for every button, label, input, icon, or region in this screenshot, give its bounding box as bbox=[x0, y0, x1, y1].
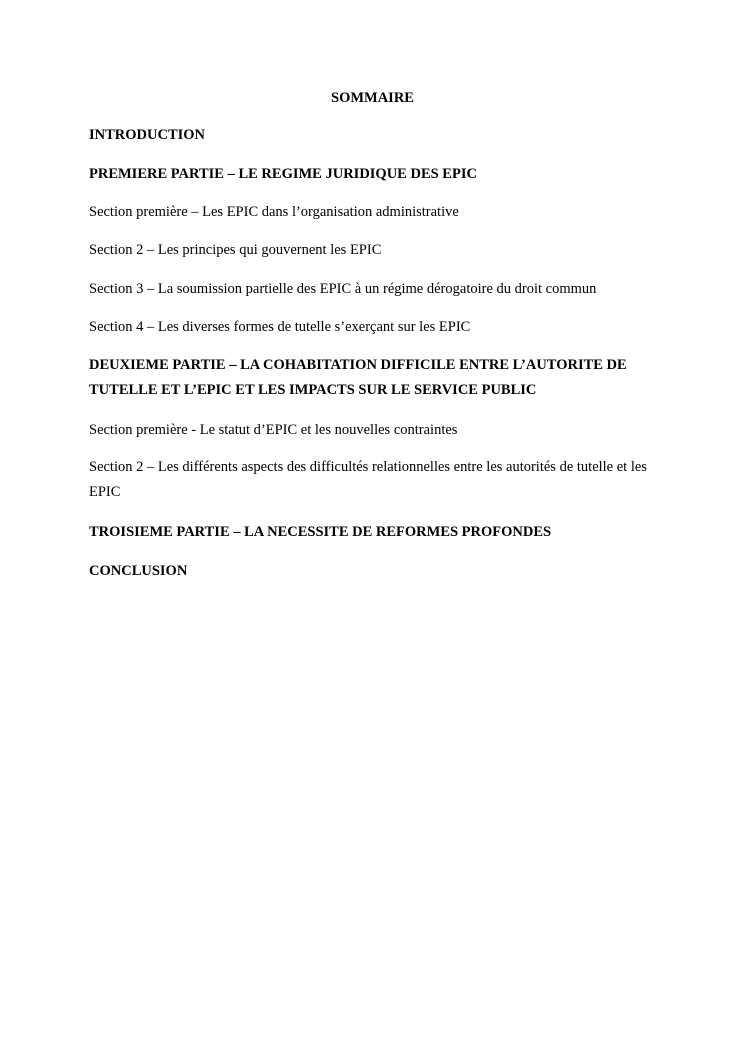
document-title: SOMMAIRE bbox=[331, 90, 414, 106]
toc-partie-2-section-2: Section 2 – Les différents aspects des difficultés relationnelles entre les autorités de tutelle et les EPIC bbox=[89, 459, 647, 500]
toc-introduction: INTRODUCTION bbox=[89, 127, 206, 143]
toc-partie-1-section-4: Section 4 – Les diverses formes de tutelle s’exerçant sur les EPIC bbox=[89, 319, 471, 335]
toc-partie-1: PREMIERE PARTIE – LE REGIME JURIDIQUE DES EPIC bbox=[89, 166, 477, 182]
toc-partie-2: DEUXIEME PARTIE – LA COHABITATION DIFFICILE ENTRE L’AUTORITE DE TUTELLE ET L’EPIC ET LES IMPACTS SUR LE SERVICE PUBLIC bbox=[89, 357, 627, 398]
toc-partie-1-section-1: Section première – Les EPIC dans l’organisation administrative bbox=[89, 204, 459, 220]
toc-partie-1-section-3: Section 3 – La soumission partielle des EPIC à un régime dérogatoire du droit commun bbox=[89, 281, 597, 297]
toc-partie-2-section-1: Section première - Le statut d’EPIC et les nouvelles contraintes bbox=[89, 422, 458, 438]
toc-partie-3: TROISIEME PARTIE – LA NECESSITE DE REFORMES PROFONDES bbox=[89, 524, 552, 540]
toc-conclusion: CONCLUSION bbox=[89, 563, 188, 579]
toc-partie-1-section-2: Section 2 – Les principes qui gouvernent les EPIC bbox=[89, 242, 382, 258]
